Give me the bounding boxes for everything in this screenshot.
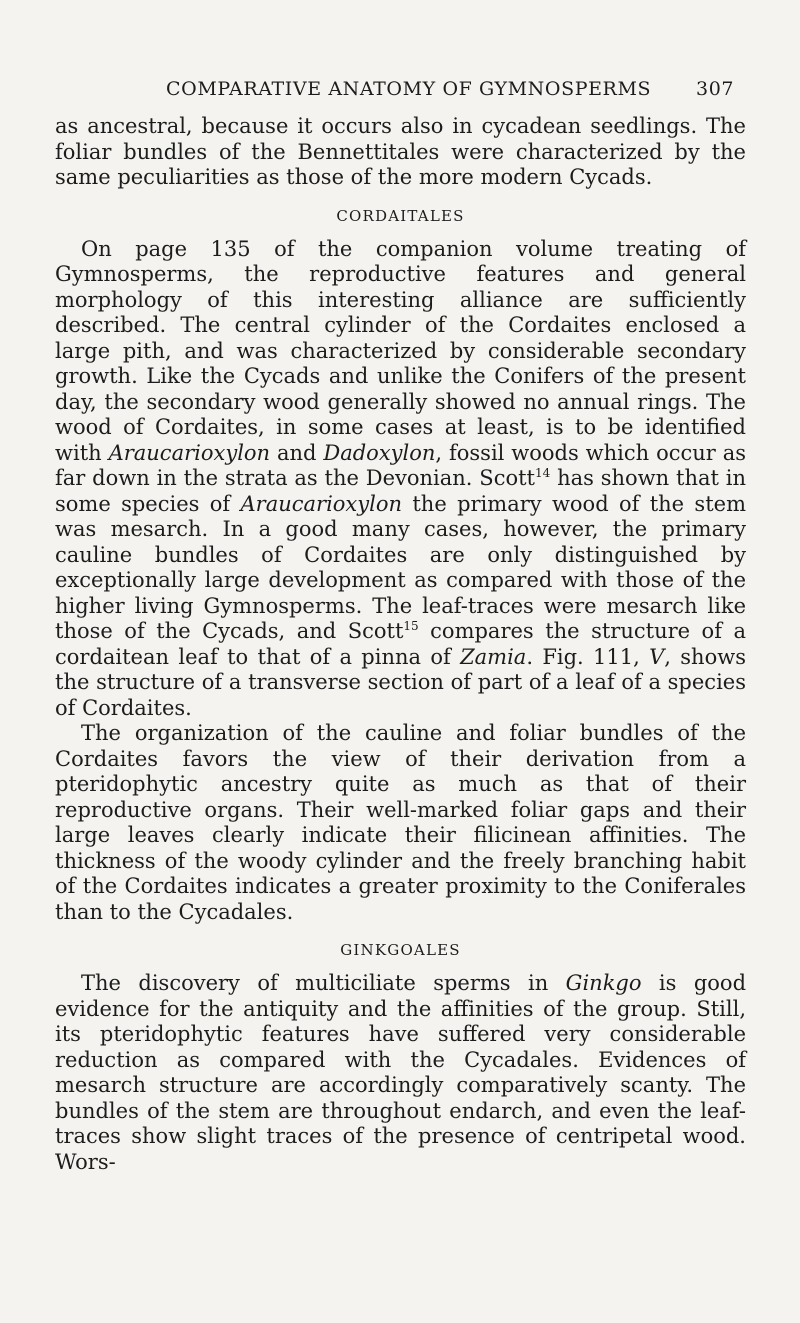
paragraph-continued: as ancestral, because it occurs also in cycadean seedlings. The foliar bundles of the Bennettitales were characterized by the same peculiarities as those of the more modern Cycads. xyxy=(55,114,746,189)
page-number: 307 xyxy=(696,78,735,100)
taxon-name: Zamia xyxy=(460,644,527,669)
taxon-name: Araucarioxylon xyxy=(240,491,403,516)
paragraph-cordaitales-2: The organization of the cauline and foliar bundles of the Cordaites favors the view of their derivation from a pteridophytic ancestry quite as much as that of their reproductive organs. Their well-marked foliar gaps and their large leaves clearly indicate their filicinean affinities. The thickness of the woody cylinder and the freely branching habit of the Cordaites indicates a greater proximity to the Coniferales than to the Cycadales. xyxy=(55,721,746,924)
running-title: COMPARATIVE ANATOMY OF GYMNOSPERMS xyxy=(166,78,652,100)
footnote-ref: 15 xyxy=(403,619,419,633)
paragraph-cordaitales-1: On page 135 of the companion volume treating of Gymnosperms, the reproductive features and general morphology of this interesting alliance are sufficiently described. The central cylinder of the Cordaites enclosed a large pith, and was characterized by considerable secondary growth. Like the Cycads and unlike the Conifers of the present day, the secondary wood generally showed no annual rings. The wood of Cordaites, in some cases at least, is to be identified with Araucarioxylon and Dadoxylon, fossil woods which occur as far down in the strata as the Devonian. Scott$^{14}$ has shown that in some species of Araucarioxylon the primary wood of the stem was mesarch. In a good many cases, however, the primary cauline bundles of Cordaites are only distinguished by exceptionally large development as compared with those of the higher living Gymnosperms. The leaf-traces were mesarch like those of the Cycads, and Scott$^{15}$ compares the structure of a cordaitean leaf to that of a pinna of Zamia. Fig. 111, V, shows the structure of a transverse section of part of a leaf of a species of Cordaites. xyxy=(55,236,746,720)
body-text xyxy=(55,114,746,1175)
taxon-name: Ginkgo xyxy=(565,971,642,995)
figure-label: V xyxy=(649,644,665,669)
taxon-name: Dadoxylon xyxy=(323,440,436,465)
paragraph-ginkgoales-1: The discovery of multiciliate sperms in Ginkgo is good evidence for the antiquity and the affinities of the group. Still, its pteridophytic features have suffered very considerable reduction as compared with the Cycadales. Evidences of mesarch structure are accordingly comparatively scanty. The bundles of the stem are throughout endarch, and even the leaf-traces show slight traces of the presence of centripetal wood. Wors- xyxy=(55,971,747,1174)
footnote-ref: 14 xyxy=(534,466,551,480)
section-heading-ginkgoales: GINKGOALES xyxy=(340,941,461,959)
taxon-name: Araucarioxylon xyxy=(108,440,271,465)
running-header xyxy=(0,78,800,108)
section-heading-cordaitales: CORDAITALES xyxy=(336,206,465,225)
